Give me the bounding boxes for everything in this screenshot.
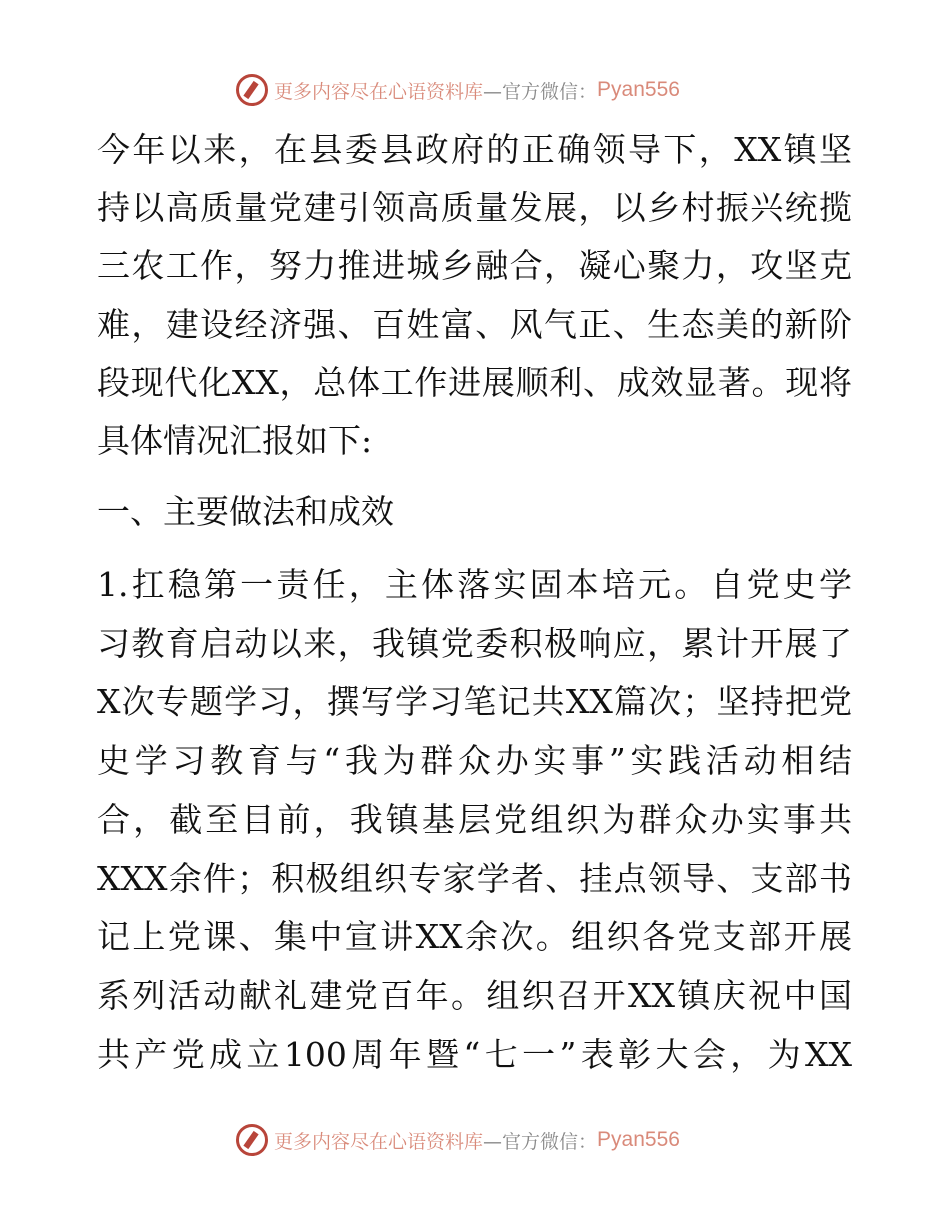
footer-watermark: 更多内容尽在心语资料库 —官方微信： Pyan556 xyxy=(236,1122,680,1158)
paragraph-line: 今年以来，在县委县政府的正确领导下，XX镇坚 xyxy=(97,130,852,169)
paragraph-line: 共产党成立100周年暨“七一”表彰大会，为XX xyxy=(97,1034,852,1074)
paragraph-line: 系列活动献礼建党百年。组织召开XX镇庆祝中国 xyxy=(97,975,852,1015)
paragraph-line: 具体情况汇报如下: xyxy=(97,421,373,460)
paragraph-line: 持以高质量党建引领高质量发展，以乡村振兴统揽 xyxy=(97,188,852,228)
paragraph-line: 1.扛稳第一责任，主体落实固本培元。自党史学 xyxy=(97,565,852,604)
paragraph-line: 难，建设经济强、百姓富、风气正、生态美的新阶 xyxy=(97,304,852,344)
paragraph-line: 段现代化XX，总体工作进展顺利、成效显著。现将 xyxy=(97,362,852,402)
header-watermark: 更多内容尽在心语资料库 —官方微信： Pyan556 xyxy=(236,72,680,108)
paragraph-line: 记上党课、集中宣讲XX余次。组织各党支部开展 xyxy=(97,917,852,957)
paragraph-line: 史学习教育与“我为群众办实事”实践活动相结 xyxy=(97,741,852,781)
paragraph-line: X次专题学习，撰写学习笔记共XX篇次；坚持把党 xyxy=(97,682,852,722)
paragraph-line: XXX余件；积极组织专家学者、挂点领导、支部书 xyxy=(97,858,852,898)
paragraph-line: 习教育启动以来，我镇党委积极响应，累计开展了 xyxy=(97,623,852,663)
pen-logo-icon xyxy=(236,1124,268,1156)
paragraph-line: 合，截至目前，我镇基层党组织为群众办实事共 xyxy=(97,799,852,839)
paragraph-line: 三农工作，努力推进城乡融合，凝心聚力，攻坚克 xyxy=(97,246,852,286)
pen-logo-icon xyxy=(236,74,268,106)
section-heading: 一、主要做法和成效 xyxy=(97,492,394,531)
